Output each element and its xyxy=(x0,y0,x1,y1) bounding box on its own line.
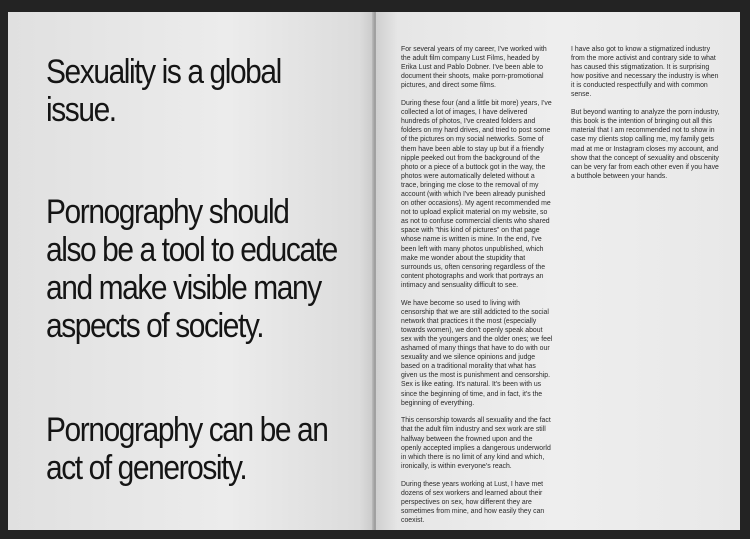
statement-generosity xyxy=(46,411,328,487)
paragraph: But beyond wanting to analyze the porn industry, this book is the intention of bringing out all this material that I am recommended not to show in case my clients stop calling me, my family gets mad at me or Instagram closes my account, and show that the concept of sexuality and obscenity can be very far from each other even if you have a butthole between your hands. xyxy=(571,109,720,180)
paragraph: For several years of my career, I've worked with the adult film company Lust Films, headed by Erika Lust and Pablo Dobner. I've been able to document their shoots, make porn-promotional pictures, and direct some films. xyxy=(401,46,547,90)
paragraph: I have also got to know a stigmatized industry from the more activist and contrary side to what has caused this stigmatization. It is surprising how positive and necessary the industry is when it is conducted respectfully and with common sense. xyxy=(571,46,719,99)
left-page xyxy=(8,12,374,530)
statement-sexuality xyxy=(46,53,281,129)
statement-line: also be a tool to educate xyxy=(46,231,337,269)
paragraph: We have become so used to living with censorship that we are still addicted to the social network that practices it the most (especially towards women), we don't openly speak about sex with the youngers and the older ones; we feel ashamed of many things that have to do with our sexuality and we silence opinions and judge based on a traditional morality that what has given us the most is punishment and censorship. Sex is like eating. It's natural. It's been with us since the beginning of time, and in fact, it's the beginning of everything. xyxy=(401,299,553,407)
statement-line: and make visible many xyxy=(46,269,321,307)
paragraph: This censorship towards all sexuality and the fact that the adult film industry and sex work are still halfway between the frowned upon and the openly accepted implies a dangerous underworld in which there is no limit of any kind and which, ironically, is within everyone's reach. xyxy=(401,417,551,470)
text-column-1 xyxy=(401,45,553,530)
statement-line: issue. xyxy=(46,91,116,129)
text-column-2 xyxy=(571,45,723,190)
book-spread xyxy=(8,12,740,530)
statement-line: act of generosity. xyxy=(46,449,247,487)
statement-line: aspects of society. xyxy=(46,307,264,345)
statement-line: Sexuality is a global xyxy=(46,53,281,91)
paragraph: During these years working at Lust, I have met dozens of sex workers and learned about their perspectives on sex, how different they are sometimes from mine, and how easily they can coexist. xyxy=(401,480,545,524)
right-page xyxy=(376,12,740,530)
paragraph: During these four (and a little bit more) years, I've collected a lot of images, I have delivered hundreds of photos, I've created folders and folders on my hard drives, and tried to post some of the pictures on my social networks. Some of them have been able to stay up but if a friendly nipple peeked out from the background of the photo or a piece of a buttock got in the way, the photos were automatically deleted without a trace, bringing me close to the removal of my account (with which I've been already punished on other occasions). My agent recommended me not to upload explicit material on my website, so as not to confuse commercial clients who shared space with "this kind of pictures" on that page whose name is written is mine. In the end, I've been left with many photos unpublished, which make me wonder about the stupidity that surrounds us, often censoring regardless of the content photographs and work that portrays an intimacy and sensuality difficult to see. xyxy=(401,100,552,289)
statement-line: Pornography can be an xyxy=(46,411,328,449)
statement-line: Pornography should xyxy=(46,193,289,231)
statement-educate xyxy=(46,193,337,345)
